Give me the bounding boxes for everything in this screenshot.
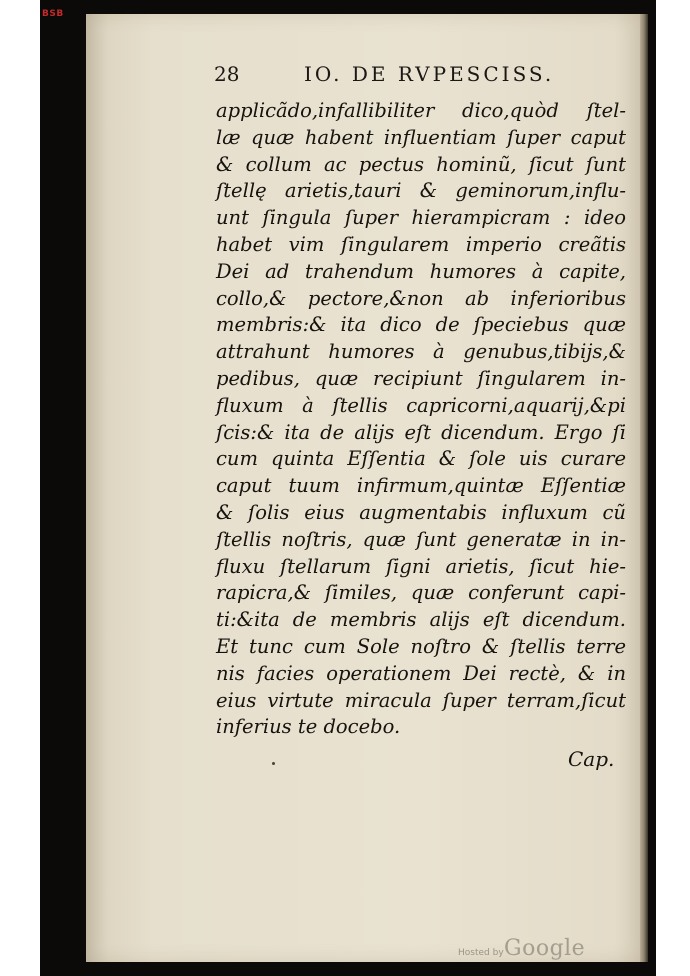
library-stamp: BSB [42,9,64,19]
text-line: ſtellę arietis,tauri & geminorum,influ- [216,179,626,203]
text-line: ti:&ita de membris alijs eſt dicendum. [216,608,626,632]
text-line: attrahunt humores à genubus,tibijs,& [216,340,626,364]
text-line: applicãdo,infallibiliter dico,quòd ſtel- [216,99,626,122]
text-line: ſtellis noſtris, quæ ſunt generatæ in in- [216,527,626,551]
text-line: & ſolis eius augmentabis influxum cũ [216,500,626,524]
text-line: læ quæ habent influentiam ſuper caput [216,125,626,149]
text-line: inferius te docebo. [216,715,401,739]
google-watermark: Google [504,936,586,961]
hosted-by-label: Hosted by [458,948,504,958]
text-line: Dei ad trahendum humores à capite, [216,259,626,283]
text-line: & collum ac pectus hominũ, ſicut ſunt [216,152,626,176]
text-line: caput tuum infirmum,quintæ Eſſentiæ [216,474,626,498]
running-title: IO. DE RVPESCISS. [304,62,555,86]
text-line: fluxum à ſtellis capricorni,aquarij,&pi [216,393,626,417]
page-body-text [216,98,626,741]
text-line: nis facies operationem Dei rectè, & in [216,661,626,685]
text-line: membris:& ita dico de ſpeciebus quæ [216,313,626,337]
text-line: cum quinta Eſſentia & ſole uis curare [216,447,626,471]
page-number: 28 [214,62,240,86]
text-line: rapicra,& ſimiles, quæ conferunt capi- [216,581,626,605]
text-line: Et tunc cum Sole noſtro & ſtellis terre [216,634,626,658]
text-line: collo,& pectore,&non ab inferioribus [216,286,626,310]
text-line: unt ſingula ſuper hierampicram : ideo [216,206,626,230]
catchword: Cap. [568,747,615,771]
text-line: pedibus, quæ recipiunt ſingularem in- [216,366,626,390]
text-line: eius virtute miracula ſuper terram,ſicut [216,688,626,712]
text-line: fluxu ſtellarum ſigni arietis, ſicut hie- [216,554,626,578]
page-edge [640,14,648,962]
page-header [214,62,624,90]
ink-speck [272,762,275,765]
text-line: ſcis:& ita de alijs eſt dicendum. Ergo ſi [216,420,626,444]
text-line: habet vim ſingularem imperio creãtis [216,232,626,256]
